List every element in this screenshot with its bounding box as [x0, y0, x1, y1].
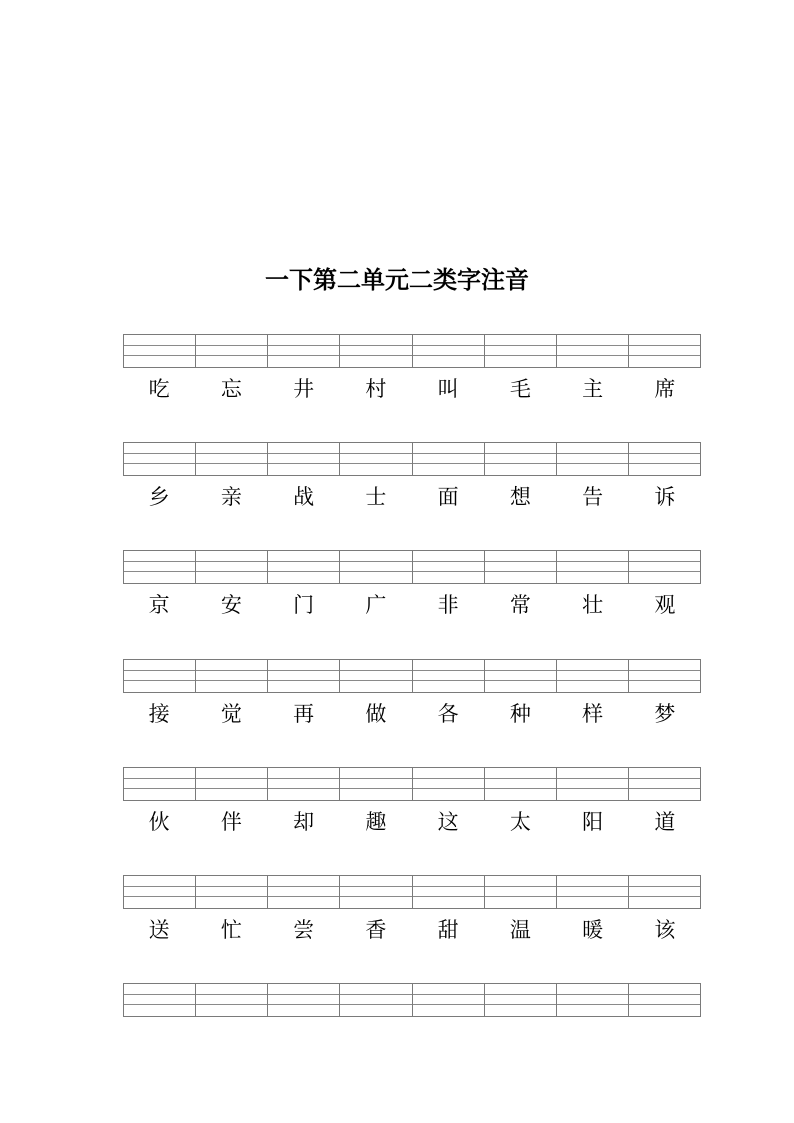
- guide-line: [629, 788, 700, 789]
- guide-line: [340, 1004, 411, 1005]
- pinyin-cell[interactable]: [268, 768, 340, 800]
- guide-line: [340, 463, 411, 464]
- hanzi-character: 样: [582, 702, 604, 726]
- pinyin-cell[interactable]: [485, 551, 557, 583]
- pinyin-cell[interactable]: [340, 768, 412, 800]
- hanzi-character: 阳: [582, 810, 604, 834]
- pinyin-cell[interactable]: [340, 876, 412, 908]
- hanzi-character: 常: [509, 593, 531, 617]
- guide-line: [557, 994, 628, 995]
- pinyin-cell[interactable]: [629, 551, 700, 583]
- guide-line: [268, 345, 339, 346]
- guide-line: [196, 680, 267, 681]
- hanzi-character: 非: [437, 593, 459, 617]
- pinyin-cell[interactable]: [413, 443, 485, 475]
- hanzi-character: 尝: [293, 918, 315, 942]
- hanzi-character: 温: [509, 918, 531, 942]
- pinyin-cell[interactable]: [196, 876, 268, 908]
- pinyin-cell[interactable]: [485, 768, 557, 800]
- pinyin-cell[interactable]: [340, 551, 412, 583]
- pinyin-grid: [123, 767, 701, 801]
- guide-line: [485, 788, 556, 789]
- pinyin-cell[interactable]: [629, 984, 700, 1016]
- pinyin-cell[interactable]: [629, 876, 700, 908]
- hanzi-character: 太: [509, 810, 531, 834]
- guide-line: [124, 561, 195, 562]
- guide-line: [340, 896, 411, 897]
- hanzi-character: 趣: [365, 810, 387, 834]
- guide-line: [196, 453, 267, 454]
- pinyin-cell[interactable]: [268, 335, 340, 367]
- guide-line: [268, 670, 339, 671]
- hanzi-character: 壮: [582, 593, 604, 617]
- hanzi-character: 乡: [148, 485, 170, 509]
- hanzi-character: 诉: [654, 485, 676, 509]
- character-row: [123, 482, 701, 512]
- guide-line: [485, 994, 556, 995]
- pinyin-cell[interactable]: [196, 443, 268, 475]
- guide-line: [557, 355, 628, 356]
- pinyin-cell[interactable]: [413, 768, 485, 800]
- hanzi-character: 觉: [220, 702, 242, 726]
- guide-line: [413, 355, 484, 356]
- guide-line: [413, 788, 484, 789]
- pinyin-cell[interactable]: [124, 984, 196, 1016]
- pinyin-cell[interactable]: [124, 660, 196, 692]
- pinyin-cell[interactable]: [629, 768, 700, 800]
- pinyin-cell[interactable]: [268, 551, 340, 583]
- hanzi-character: 亲: [220, 485, 242, 509]
- guide-line: [413, 778, 484, 779]
- hanzi-character: 香: [365, 918, 387, 942]
- hanzi-character: 安: [220, 593, 242, 617]
- pinyin-cell[interactable]: [557, 551, 629, 583]
- hanzi-character: 做: [365, 702, 387, 726]
- guide-line: [196, 561, 267, 562]
- guide-line: [196, 788, 267, 789]
- pinyin-cell[interactable]: [124, 551, 196, 583]
- hanzi-character: 井: [293, 377, 315, 401]
- guide-line: [124, 453, 195, 454]
- guide-line: [557, 561, 628, 562]
- hanzi-character: 告: [582, 485, 604, 509]
- guide-line: [124, 994, 195, 995]
- pinyin-cell[interactable]: [124, 876, 196, 908]
- pinyin-cell[interactable]: [629, 443, 700, 475]
- pinyin-cell[interactable]: [196, 551, 268, 583]
- pinyin-cell[interactable]: [196, 768, 268, 800]
- guide-line: [340, 788, 411, 789]
- guide-line: [340, 355, 411, 356]
- pinyin-cell[interactable]: [557, 768, 629, 800]
- guide-line: [196, 994, 267, 995]
- guide-line: [124, 896, 195, 897]
- hanzi-character: 伴: [220, 810, 242, 834]
- guide-line: [629, 453, 700, 454]
- guide-line: [485, 571, 556, 572]
- hanzi-character: 忙: [220, 918, 242, 942]
- guide-line: [124, 788, 195, 789]
- guide-line: [268, 788, 339, 789]
- guide-line: [196, 1004, 267, 1005]
- guide-line: [413, 345, 484, 346]
- guide-line: [124, 886, 195, 887]
- guide-line: [413, 670, 484, 671]
- guide-line: [413, 453, 484, 454]
- guide-line: [340, 670, 411, 671]
- guide-line: [196, 670, 267, 671]
- hanzi-character: 毛: [509, 377, 531, 401]
- guide-line: [124, 1004, 195, 1005]
- guide-line: [340, 994, 411, 995]
- pinyin-cell[interactable]: [485, 876, 557, 908]
- hanzi-character: 门: [293, 593, 315, 617]
- pinyin-cell[interactable]: [413, 660, 485, 692]
- pinyin-cell[interactable]: [340, 660, 412, 692]
- guide-line: [124, 355, 195, 356]
- pinyin-cell[interactable]: [413, 551, 485, 583]
- pinyin-cell[interactable]: [340, 984, 412, 1016]
- hanzi-character: 各: [437, 702, 459, 726]
- guide-line: [413, 994, 484, 995]
- pinyin-cell[interactable]: [124, 768, 196, 800]
- guide-line: [629, 994, 700, 995]
- pinyin-cell[interactable]: [268, 660, 340, 692]
- character-row: [123, 699, 701, 729]
- hanzi-character: 广: [365, 593, 387, 617]
- pinyin-cell[interactable]: [485, 335, 557, 367]
- guide-line: [485, 670, 556, 671]
- guide-line: [124, 680, 195, 681]
- guide-line: [268, 355, 339, 356]
- guide-line: [629, 680, 700, 681]
- guide-line: [557, 453, 628, 454]
- guide-line: [629, 463, 700, 464]
- guide-line: [124, 571, 195, 572]
- guide-line: [557, 788, 628, 789]
- guide-line: [485, 1004, 556, 1005]
- guide-line: [557, 571, 628, 572]
- guide-line: [629, 345, 700, 346]
- guide-line: [629, 670, 700, 671]
- pinyin-cell[interactable]: [629, 335, 700, 367]
- pinyin-cell[interactable]: [557, 660, 629, 692]
- hanzi-character: 接: [148, 702, 170, 726]
- hanzi-character: 送: [148, 918, 170, 942]
- guide-line: [557, 778, 628, 779]
- guide-line: [485, 345, 556, 346]
- pinyin-cell[interactable]: [485, 660, 557, 692]
- guide-line: [413, 463, 484, 464]
- guide-line: [557, 886, 628, 887]
- hanzi-character: 战: [293, 485, 315, 509]
- guide-line: [268, 571, 339, 572]
- pinyin-cell[interactable]: [557, 443, 629, 475]
- guide-line: [196, 463, 267, 464]
- pinyin-cell[interactable]: [557, 335, 629, 367]
- guide-line: [340, 886, 411, 887]
- hanzi-character: 叫: [437, 377, 459, 401]
- guide-line: [557, 670, 628, 671]
- hanzi-character: 该: [654, 918, 676, 942]
- guide-line: [124, 463, 195, 464]
- guide-line: [340, 571, 411, 572]
- guide-line: [485, 680, 556, 681]
- guide-line: [196, 778, 267, 779]
- pinyin-cell[interactable]: [124, 335, 196, 367]
- hanzi-character: 暖: [582, 918, 604, 942]
- pinyin-cell[interactable]: [413, 876, 485, 908]
- guide-line: [268, 778, 339, 779]
- guide-line: [485, 463, 556, 464]
- pinyin-cell[interactable]: [413, 984, 485, 1016]
- pinyin-grid: [123, 659, 701, 693]
- guide-line: [268, 1004, 339, 1005]
- guide-line: [413, 561, 484, 562]
- hanzi-character: 伙: [148, 810, 170, 834]
- hanzi-character: 却: [293, 810, 315, 834]
- pinyin-grid: [123, 550, 701, 584]
- guide-line: [413, 1004, 484, 1005]
- guide-line: [340, 345, 411, 346]
- hanzi-character: 甜: [437, 918, 459, 942]
- guide-line: [485, 453, 556, 454]
- pinyin-cell[interactable]: [340, 443, 412, 475]
- guide-line: [196, 571, 267, 572]
- guide-line: [268, 886, 339, 887]
- pinyin-grid: [123, 983, 701, 1017]
- pinyin-grid: [123, 334, 701, 368]
- guide-line: [557, 680, 628, 681]
- hanzi-character: 观: [654, 593, 676, 617]
- guide-line: [268, 561, 339, 562]
- character-row: [123, 590, 701, 620]
- guide-line: [196, 896, 267, 897]
- pinyin-cell[interactable]: [196, 660, 268, 692]
- hanzi-character: 面: [437, 485, 459, 509]
- guide-line: [268, 463, 339, 464]
- pinyin-cell[interactable]: [268, 876, 340, 908]
- guide-line: [629, 1004, 700, 1005]
- pinyin-cell[interactable]: [268, 443, 340, 475]
- character-row: [123, 915, 701, 945]
- guide-line: [268, 994, 339, 995]
- guide-line: [629, 896, 700, 897]
- hanzi-character: 吃: [148, 377, 170, 401]
- guide-line: [557, 896, 628, 897]
- guide-line: [340, 680, 411, 681]
- guide-line: [485, 561, 556, 562]
- hanzi-character: 梦: [654, 702, 676, 726]
- hanzi-character: 京: [148, 593, 170, 617]
- character-row: [123, 374, 701, 404]
- guide-line: [268, 896, 339, 897]
- pinyin-cell[interactable]: [485, 984, 557, 1016]
- hanzi-character: 道: [654, 810, 676, 834]
- hanzi-character: 种: [509, 702, 531, 726]
- hanzi-character: 这: [437, 810, 459, 834]
- guide-line: [124, 670, 195, 671]
- guide-line: [413, 680, 484, 681]
- hanzi-character: 忘: [220, 377, 242, 401]
- guide-line: [124, 345, 195, 346]
- pinyin-cell[interactable]: [629, 660, 700, 692]
- guide-line: [413, 571, 484, 572]
- pinyin-cell[interactable]: [124, 443, 196, 475]
- hanzi-character: 主: [582, 377, 604, 401]
- pinyin-cell[interactable]: [413, 335, 485, 367]
- guide-line: [413, 896, 484, 897]
- hanzi-character: 席: [654, 377, 676, 401]
- character-row: [123, 807, 701, 837]
- pinyin-cell[interactable]: [268, 984, 340, 1016]
- guide-line: [557, 345, 628, 346]
- guide-line: [485, 886, 556, 887]
- pinyin-cell[interactable]: [557, 876, 629, 908]
- guide-line: [629, 571, 700, 572]
- hanzi-character: 想: [509, 485, 531, 509]
- guide-line: [485, 778, 556, 779]
- pinyin-grid: [123, 442, 701, 476]
- pinyin-grid: [123, 875, 701, 909]
- hanzi-character: 再: [293, 702, 315, 726]
- hanzi-character: 村: [365, 377, 387, 401]
- pinyin-cell[interactable]: [196, 984, 268, 1016]
- guide-line: [340, 561, 411, 562]
- guide-line: [557, 1004, 628, 1005]
- guide-line: [196, 355, 267, 356]
- pinyin-cell[interactable]: [340, 335, 412, 367]
- pinyin-cell[interactable]: [196, 335, 268, 367]
- guide-line: [340, 778, 411, 779]
- guide-line: [485, 896, 556, 897]
- guide-line: [124, 778, 195, 779]
- guide-line: [340, 453, 411, 454]
- guide-line: [629, 355, 700, 356]
- guide-line: [629, 561, 700, 562]
- pinyin-cell[interactable]: [485, 443, 557, 475]
- guide-line: [485, 355, 556, 356]
- hanzi-character: 士: [365, 485, 387, 509]
- guide-line: [413, 886, 484, 887]
- guide-line: [629, 886, 700, 887]
- guide-line: [196, 345, 267, 346]
- page-title: 一下第二单元二类字注音: [265, 266, 529, 294]
- guide-line: [268, 680, 339, 681]
- guide-line: [557, 463, 628, 464]
- guide-line: [196, 886, 267, 887]
- pinyin-cell[interactable]: [557, 984, 629, 1016]
- guide-line: [629, 778, 700, 779]
- guide-line: [268, 453, 339, 454]
